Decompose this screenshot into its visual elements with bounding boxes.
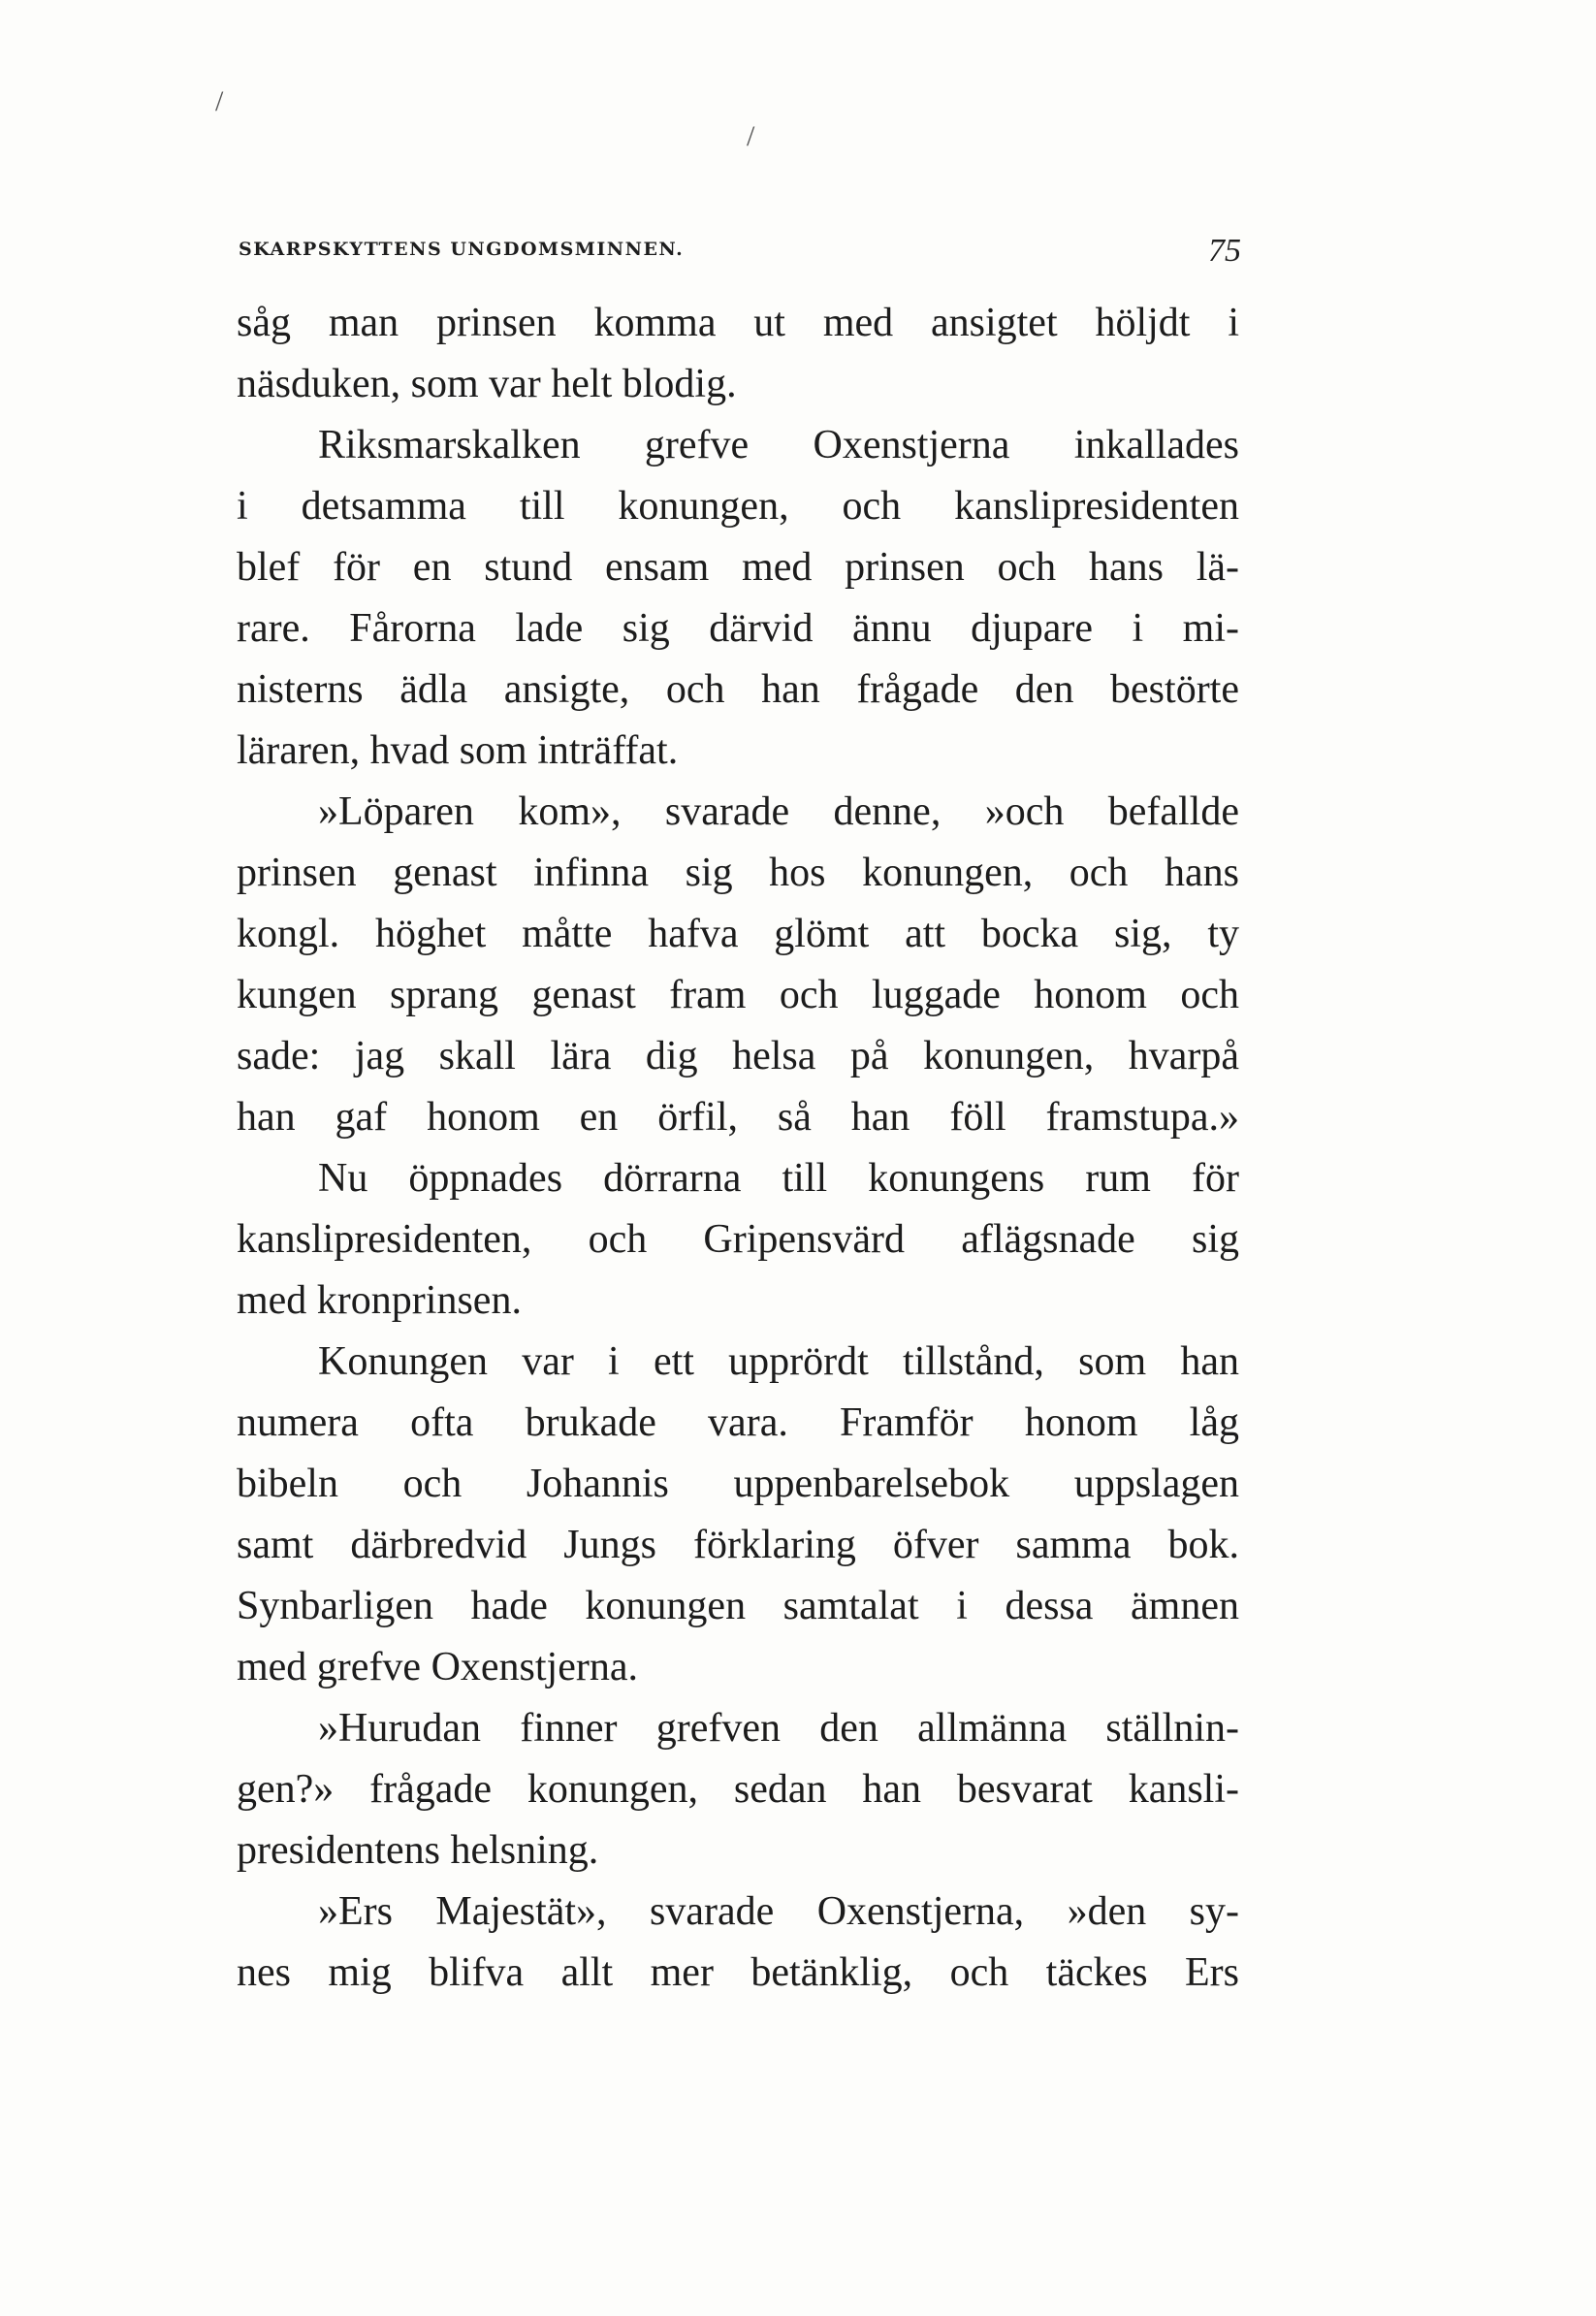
running-title: SKARPSKYTTENS UNGDOMSMINNEN. — [239, 239, 685, 260]
text-line: »Löparen kom», svarade denne, »och befallde — [318, 789, 1239, 834]
text-line: såg man prinsen komma ut med ansigtet höljdt i — [237, 301, 1239, 345]
text-line: samt därbredvid Jungs förklaring öfver samma bok. — [237, 1523, 1239, 1567]
page-header — [239, 233, 1241, 277]
text-line: »Hurudan finner grefven den allmänna ställnin- — [318, 1706, 1239, 1751]
text-line: med grefve Oxenstjerna. — [237, 1645, 638, 1689]
text-line: näsduken, som var helt blodig. — [237, 362, 737, 406]
text-line: blef för en stund ensam med prinsen och hans lä- — [237, 545, 1239, 590]
text-line: sade: jag skall lära dig helsa på konungen, hvarpå — [237, 1034, 1239, 1078]
text-line: rare. Fårorna lade sig därvid ännu djupare i mi- — [237, 606, 1239, 651]
text-line: i detsamma till konungen, och kanslipresidenten — [237, 484, 1239, 529]
text-line: Synbarligen hade konungen samtalat i dessa ämnen — [237, 1584, 1239, 1628]
text-line: nes mig blifva allt mer betänklig, och täckes Ers — [237, 1950, 1239, 1995]
text-line: han gaf honom en örfil, så han föll framstupa.» — [237, 1095, 1239, 1140]
text-line: numera ofta brukade vara. Framför honom låg — [237, 1400, 1239, 1445]
text-line: bibeln och Johannis uppenbarelsebok uppslagen — [237, 1462, 1239, 1506]
text-line: kongl. höghet måtte hafva glömt att bocka sig, ty — [237, 912, 1239, 956]
text-line: kungen sprang genast fram och luggade honom och — [237, 973, 1239, 1017]
page-number: 75 — [1208, 233, 1241, 269]
text-line: nisterns ädla ansigte, och han frågade den bestörte — [237, 667, 1239, 712]
stray-mark-top-left: / — [215, 85, 224, 117]
text-line: prinsen genast infinna sig hos konungen, och hans — [237, 851, 1239, 895]
text-line: Riksmarskalken grefve Oxenstjerna inkallades — [318, 423, 1239, 467]
text-line: Nu öppnades dörrarna till konungens rum för — [318, 1156, 1239, 1201]
text-line: gen?» frågade konungen, sedan han besvarat kansli- — [237, 1767, 1239, 1812]
text-line: Konungen var i ett upprördt tillstånd, som han — [318, 1339, 1239, 1384]
text-line: »Ers Majestät», svarade Oxenstjerna, »den sy- — [318, 1889, 1239, 1934]
text-line: presidentens helsning. — [237, 1828, 599, 1873]
body-text — [237, 293, 1239, 2004]
text-line: kanslipresidenten, och Gripensvärd aflägsnade sig — [237, 1217, 1239, 1262]
text-line: läraren, hvad som inträffat. — [237, 728, 679, 773]
text-line: med kronprinsen. — [237, 1278, 522, 1323]
stray-mark-top-right: / — [747, 120, 755, 152]
